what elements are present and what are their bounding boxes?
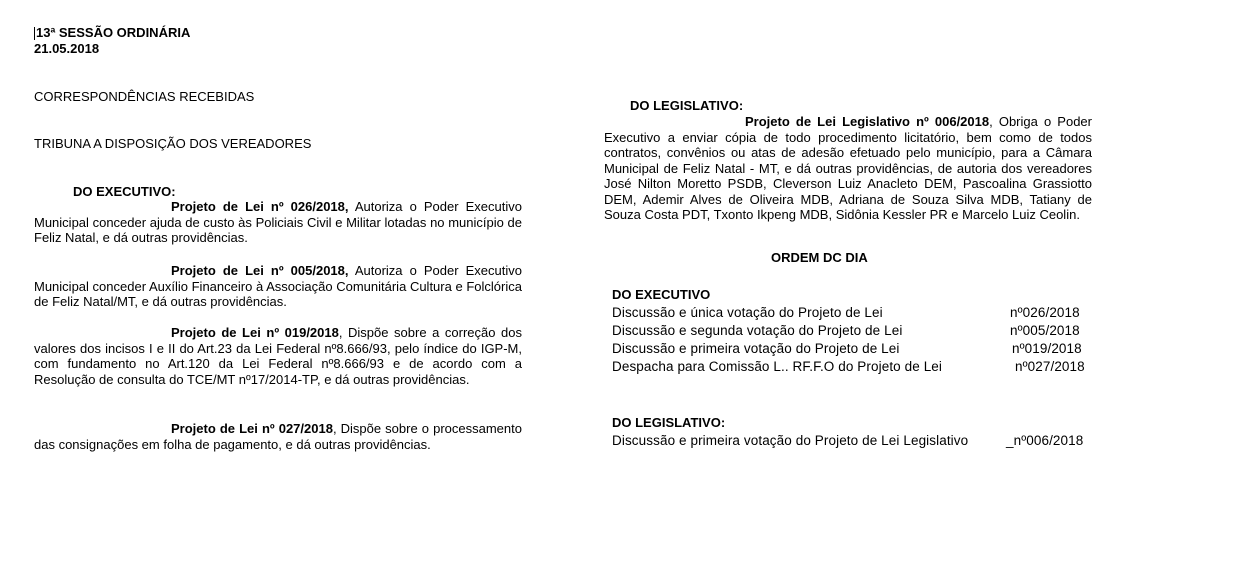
executivo-item-005 — [34, 263, 522, 310]
item-title: Projeto de Lei nº 027/2018 — [171, 421, 333, 436]
ordem-row-desc: Discussão e primeira votação do Projeto de Lei Legislativo — [612, 433, 969, 448]
item-text-rest: dos valores dos incisos I e II do Art.23 da Lei Federal nº8.666/93, pelo índice do IGP-M, com fundamento no Art.120 da Lei Federal nº8.666/93 e de acordo com a Resolução de consulta do TCE/MT nº17/2014-TP, e dá outras providências. — [34, 325, 522, 387]
executivo-heading: DO EXECUTIVO: — [73, 184, 176, 199]
ordem-row — [612, 433, 1092, 449]
item-text-rest: Municipal conceder Auxílio Financeiro à Associação Comunitária Cultura e Folclórica de Feliz Natal/MT, e dá outras providências. — [34, 278, 522, 309]
executivo-item-026 — [34, 199, 522, 246]
item-text-rest: Executivo a enviar cópia de todo procedimento licitatório, bem como de todos contratos, convênios ou atas de adesão efetuado pelo município, para a Câmara Municipal de Feliz Natal - MT, e dá outras providências, de autoria dos vereadores José Nilton Moretto PSDB, Cleverson Luiz Anacleto DEM, Pascoalina Grassiotto DEM, Ademir Alves de Oliveira MDB, Adriana de Souza Silva MDB, Tatiany de Souza Costa PDT, Txonto Ikpeng MDB, Sidônia Kessler PR e Marcelo Luiz Ceolin. — [604, 129, 1092, 222]
legislativo-heading: DO LEGISLATIVO: — [630, 98, 744, 113]
session-date: 21.05.2018 — [34, 41, 100, 56]
text-cursor — [34, 27, 35, 40]
ordem-row-num: nº027/2018 — [1015, 359, 1085, 374]
correspondencias-heading: CORRESPONDÊNCIAS RECEBIDAS — [34, 89, 255, 104]
item-text-first: , Obriga o Poder — [989, 114, 1092, 129]
item-text-first: , Dispõe sobre a correção — [338, 325, 496, 340]
session-title: 13ª SESSÃO ORDINÁRIA — [36, 25, 191, 40]
item-title: Projeto de Lei nº 026/2018, — [171, 199, 349, 214]
item-text-first: Autoriza o Poder Executivo — [348, 199, 522, 214]
executivo-item-019 — [34, 325, 522, 387]
executivo-item-027 — [34, 421, 522, 452]
item-text-first: Autoriza o Poder Executivo — [348, 263, 522, 278]
ordem-row-num: nº019/2018 — [1012, 341, 1082, 356]
ordem-row-num: nº005/2018 — [1010, 323, 1080, 338]
item-text-first: , Dispõe sobre o — [332, 421, 430, 436]
ordem-row — [612, 305, 1092, 321]
ordem-row-desc: Discussão e segunda votação do Projeto de Lei — [612, 323, 903, 338]
ordem-row-num: nº026/2018 — [1010, 305, 1080, 320]
item-title: Projeto de Lei nº 019/2018 — [171, 325, 339, 340]
ordem-row-desc: Discussão e primeira votação do Projeto de Lei — [612, 341, 900, 356]
ordem-row — [612, 359, 1092, 375]
item-title: Projeto de Lei Legislativo nº 006/2018 — [745, 114, 990, 129]
ordem-do-dia-title: ORDEM DC DIA — [771, 250, 868, 265]
item-title: Projeto de Lei nº 005/2018, — [171, 263, 349, 278]
ordem-row — [612, 323, 1092, 339]
ordem-legislativo-heading: DO LEGISLATIVO: — [612, 415, 726, 430]
tribuna-heading: TRIBUNA A DISPOSIÇÃO DOS VEREADORES — [34, 136, 312, 151]
item-text-rest: Municipal conceder ajuda de custo às Policiais Civil e Militar lotadas no município de Feliz Natal, e dá outras providências. — [34, 214, 522, 245]
ordem-row-desc: Despacha para Comissão L.. RF.F.O do Projeto de Lei — [612, 359, 943, 374]
ordem-executivo-heading: DO EXECUTIVO — [612, 287, 711, 302]
legislativo-item-006 — [604, 114, 1092, 223]
ordem-row-desc: Discussão e única votação do Projeto de Lei — [612, 305, 883, 320]
ordem-row — [612, 341, 1092, 357]
ordem-row-num: _nº006/2018 — [1006, 433, 1084, 448]
item-text-rest: processamento das consignações em folha de pagamento, e dá outras providências. — [34, 421, 522, 452]
